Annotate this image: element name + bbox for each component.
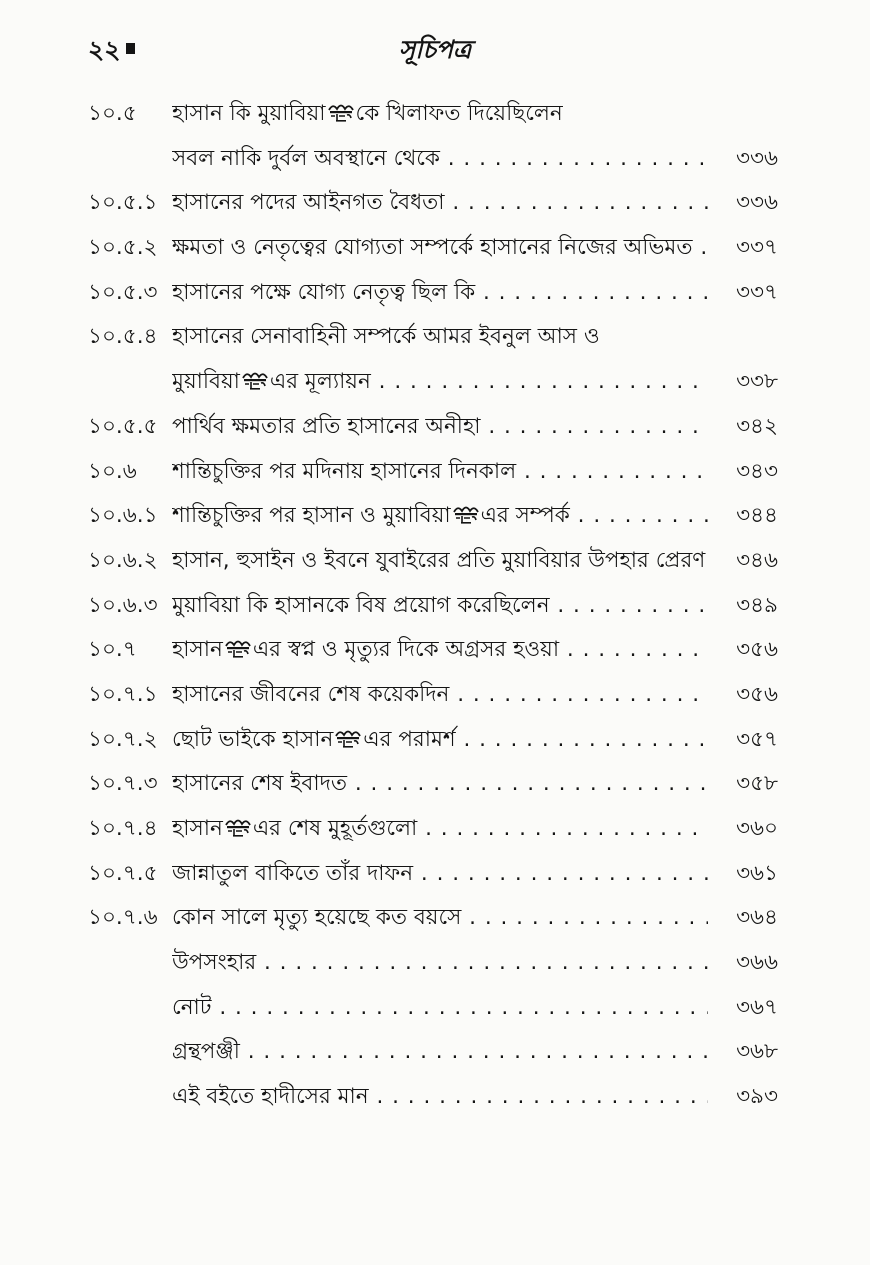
entry-title bbox=[172, 273, 708, 313]
entry-title bbox=[172, 452, 708, 492]
page-reference: ৩৬৭ bbox=[736, 994, 778, 1020]
page-reference: ৩৩৬ bbox=[736, 190, 778, 216]
honorific-calligraphy-icon bbox=[241, 369, 269, 391]
toc-entry[interactable] bbox=[88, 943, 778, 988]
entry-title-text: গ্রন্থপঞ্জী bbox=[172, 1039, 240, 1065]
section-number: ১০.৬ bbox=[88, 458, 137, 484]
entry-title bbox=[172, 764, 708, 804]
toc-entry[interactable] bbox=[88, 1032, 778, 1077]
page-reference: ৩৪২ bbox=[736, 413, 778, 439]
toc-entry[interactable] bbox=[88, 586, 778, 631]
toc-entry[interactable] bbox=[88, 630, 778, 675]
toc-entry[interactable] bbox=[88, 854, 778, 899]
toc-entry[interactable] bbox=[88, 139, 778, 184]
section-number: ১০.৫.২ bbox=[88, 235, 158, 261]
toc-entry[interactable] bbox=[88, 809, 778, 854]
table-of-contents bbox=[88, 94, 778, 1122]
section-number: ১০.৬.৩ bbox=[88, 592, 158, 618]
entry-title-suffix: এর স্বপ্ন ও মৃত্যুর দিকে অগ্রসর হওয়া bbox=[252, 637, 560, 663]
entry-title-text: মুয়াবিয়া bbox=[172, 369, 240, 395]
entry-title bbox=[172, 317, 708, 357]
entry-title bbox=[172, 675, 708, 715]
entry-title-text: মুয়াবিয়া কি হাসানকে বিষ প্রয়োগ করেছিলেন bbox=[172, 592, 550, 618]
entry-title bbox=[172, 854, 708, 894]
entry-title-text: হাসান কি মুয়াবিয়া bbox=[172, 101, 326, 126]
toc-entry[interactable] bbox=[88, 452, 778, 497]
entry-title-text: হাসান bbox=[172, 637, 223, 663]
page-reference: ৩৬৬ bbox=[736, 950, 778, 976]
entry-title bbox=[172, 541, 708, 581]
section-number: ১০.৭ bbox=[88, 637, 137, 663]
page-reference: ৩৩৮ bbox=[736, 369, 778, 395]
page-reference: ৩৪৩ bbox=[736, 458, 778, 484]
entry-title bbox=[172, 1077, 708, 1117]
toc-entry[interactable] bbox=[88, 898, 778, 943]
entry-title-text: কোন সালে মৃত্যু হয়েছে কত বয়সে bbox=[172, 905, 462, 931]
toc-entry[interactable] bbox=[88, 228, 778, 273]
toc-entry[interactable] bbox=[88, 317, 778, 362]
toc-entry[interactable] bbox=[88, 362, 778, 407]
section-number: ১০.৫.১ bbox=[88, 190, 158, 216]
entry-title-text: শান্তিচুক্তির পর মদিনায় হাসানের দিনকাল bbox=[172, 458, 517, 484]
honorific-calligraphy-icon bbox=[327, 101, 355, 123]
page-reference: ৩৫৮ bbox=[736, 771, 778, 797]
running-title: সূচিপত্র bbox=[398, 35, 472, 64]
toc-entry[interactable] bbox=[88, 675, 778, 720]
page-reference: ৩৫৬ bbox=[736, 681, 778, 707]
entry-title-text: উপসংহার bbox=[172, 950, 257, 976]
honorific-calligraphy-icon bbox=[452, 503, 480, 525]
entry-title bbox=[172, 496, 708, 536]
page-reference: ৩৬১ bbox=[736, 860, 778, 886]
entry-title-suffix: কে খিলাফত দিয়েছিলেন bbox=[355, 101, 563, 126]
entry-title bbox=[172, 809, 708, 849]
entry-title-text: হাসানের পদের আইনগত বৈধতা bbox=[172, 190, 445, 216]
toc-entry[interactable] bbox=[88, 183, 778, 228]
entry-title-text: হাসান bbox=[172, 816, 223, 841]
section-number: ১০.৭.৬ bbox=[88, 905, 158, 931]
entry-title-text: হাসানের জীবনের শেষ কয়েকদিন bbox=[172, 681, 450, 707]
entry-title bbox=[172, 1032, 708, 1072]
entry-title bbox=[172, 407, 708, 447]
entry-title bbox=[172, 720, 708, 760]
section-number: ১০.৫.৩ bbox=[88, 279, 158, 305]
entry-title bbox=[172, 139, 708, 179]
entry-title bbox=[172, 630, 708, 670]
section-number: ১০.৭.৪ bbox=[88, 816, 158, 841]
entry-title-text: জান্নাতুল বাকিতে তাঁর দাফন bbox=[172, 860, 414, 886]
entry-title-text: শান্তিচুক্তির পর হাসান ও মুয়াবিয়া bbox=[172, 503, 451, 529]
section-number: ১০.৭.৩ bbox=[88, 771, 158, 797]
entry-title-text: ছোট ভাইকে হাসান bbox=[172, 726, 334, 752]
entry-title bbox=[172, 988, 708, 1028]
toc-entry[interactable] bbox=[88, 1077, 778, 1122]
section-number: ১০.৬.১ bbox=[88, 503, 158, 529]
page-reference: ৩৬৮ bbox=[736, 1039, 778, 1065]
entry-title-text: নোট bbox=[172, 994, 212, 1020]
toc-entry[interactable] bbox=[88, 764, 778, 809]
toc-entry[interactable] bbox=[88, 496, 778, 541]
entry-title-suffix: এর পরামর্শ bbox=[363, 726, 456, 752]
page-number: ২২ bbox=[88, 30, 135, 73]
honorific-calligraphy-icon bbox=[334, 727, 362, 749]
honorific-calligraphy-icon bbox=[224, 637, 252, 659]
entry-title-suffix: এর মূল্যায়ন bbox=[269, 369, 371, 395]
page-reference: ৩৩৭ bbox=[736, 279, 778, 305]
entry-title-text: এই বইতে হাদীসের মান bbox=[172, 1084, 369, 1110]
section-number: ১০.৫.৫ bbox=[88, 413, 158, 439]
page-reference: ৩৪৪ bbox=[736, 503, 778, 529]
entry-title bbox=[172, 94, 708, 134]
toc-entry[interactable] bbox=[88, 720, 778, 765]
entry-title bbox=[172, 362, 708, 402]
toc-entry[interactable] bbox=[88, 988, 778, 1033]
page-reference: ৩৬০ bbox=[736, 816, 778, 841]
page-reference: ৩৫৬ bbox=[736, 637, 778, 663]
entry-title-suffix: এর সম্পর্ক bbox=[480, 503, 570, 529]
page-reference: ৩৪৯ bbox=[736, 592, 778, 618]
entry-title-text: পার্থিব ক্ষমতার প্রতি হাসানের অনীহা bbox=[172, 413, 481, 439]
entry-title bbox=[172, 943, 708, 983]
entry-title-text: সবল নাকি দুর্বল অবস্থানে থেকে bbox=[172, 145, 440, 171]
toc-entry[interactable] bbox=[88, 94, 778, 139]
entry-title bbox=[172, 183, 708, 223]
entry-title-text: হাসানের শেষ ইবাদত bbox=[172, 771, 348, 797]
entry-title bbox=[172, 898, 708, 938]
toc-entry[interactable] bbox=[88, 273, 778, 318]
entry-title-text: হাসান, হুসাইন ও ইবনে যুবাইরের প্রতি মুয়াবিয়ার উপহার প্রেরণ bbox=[172, 547, 706, 573]
page-reference: ৩৪৬ bbox=[736, 547, 778, 573]
page-reference: ৩৯৩ bbox=[736, 1084, 778, 1110]
section-number: ১০.৫.৪ bbox=[88, 324, 158, 350]
toc-entry[interactable] bbox=[88, 541, 778, 586]
section-number: ১০.৫ bbox=[88, 101, 137, 126]
entry-title bbox=[172, 228, 708, 268]
section-number: ১০.৬.২ bbox=[88, 547, 158, 573]
page-reference: ৩৩৭ bbox=[736, 235, 778, 261]
entry-title-text: হাসানের সেনাবাহিনী সম্পর্কে আমর ইবনুল আস ও bbox=[172, 324, 600, 350]
page-reference: ৩৬৪ bbox=[736, 905, 778, 931]
section-number: ১০.৭.১ bbox=[88, 681, 158, 707]
entry-title bbox=[172, 586, 708, 626]
page-reference: ৩৫৭ bbox=[736, 726, 778, 752]
entry-title-text: ক্ষমতা ও নেতৃত্বের যোগ্যতা সম্পর্কে হাসানের নিজের অভিমত bbox=[172, 235, 693, 261]
page-reference: ৩৩৬ bbox=[736, 145, 778, 171]
section-number: ১০.৭.৫ bbox=[88, 860, 158, 886]
section-number: ১০.৭.২ bbox=[88, 726, 158, 752]
entry-title-suffix: এর শেষ মুহূর্তগুলো bbox=[252, 816, 418, 841]
honorific-calligraphy-icon bbox=[224, 816, 252, 838]
toc-entry[interactable] bbox=[88, 407, 778, 452]
entry-title-text: হাসানের পক্ষে যোগ্য নেতৃত্ব ছিল কি bbox=[172, 279, 476, 305]
